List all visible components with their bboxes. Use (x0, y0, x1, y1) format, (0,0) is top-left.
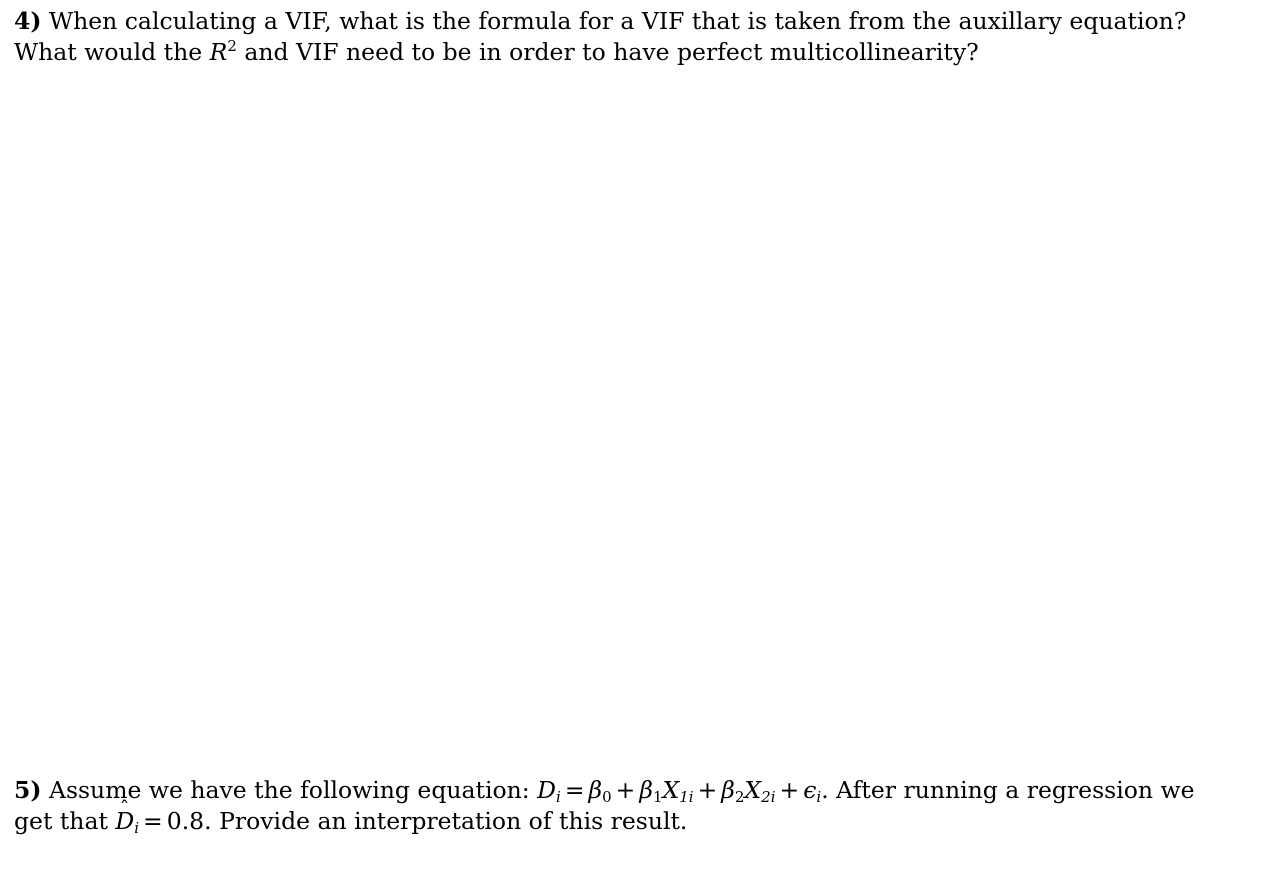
eq-epsilon-sub: i (816, 788, 822, 806)
eq-d-sub: i (556, 788, 561, 806)
eq-x1: X (662, 776, 680, 804)
r-exponent: 2 (227, 37, 237, 55)
question-number: 4) (14, 7, 42, 35)
eq-beta-1-sub: 1 (652, 788, 663, 806)
question-number: 5) (14, 776, 42, 804)
question-closing: Provide an interpretation of this result. (219, 807, 688, 835)
eq-beta-0: β (588, 776, 603, 804)
eq-beta-0-sub: 0 (602, 788, 612, 806)
eq-epsilon: ϵ (803, 776, 817, 804)
question-5 (14, 775, 1240, 837)
r-symbol: R (209, 38, 228, 66)
fitted-value (115, 807, 211, 835)
fitted-number: 0.8. (166, 807, 212, 835)
eq-plus: + (697, 776, 718, 804)
eq-equals: = (564, 776, 585, 804)
d-hat-sub: i (134, 819, 140, 837)
d-hat: ˆ D (115, 806, 134, 837)
eq-x2-sub: 2i (761, 788, 776, 806)
question-intro: Assume we have the following equation: (48, 776, 530, 804)
eq-x2: X (744, 776, 762, 804)
question-text-end: and VIF need to be in order to have perfect multicollinearity? (244, 38, 979, 66)
eq-plus: + (779, 776, 800, 804)
question-text: When calculating a VIF, what is the formula for a VIF that is taken from the auxillary equation? What would the (14, 7, 1187, 66)
fitted-equals: = (143, 807, 163, 835)
regression-equation (537, 776, 829, 804)
eq-plus: + (615, 776, 636, 804)
eq-beta-2-sub: 2 (734, 788, 745, 806)
eq-beta-1: β (639, 776, 653, 804)
question-result-lead: After running a regression we get that (14, 776, 1195, 835)
eq-beta-2: β (721, 776, 735, 804)
question-4 (14, 6, 1240, 68)
eq-x1-sub: 1i (679, 788, 694, 806)
eq-period: . (821, 776, 829, 804)
eq-d: D (537, 776, 556, 804)
r-squared (210, 38, 237, 66)
